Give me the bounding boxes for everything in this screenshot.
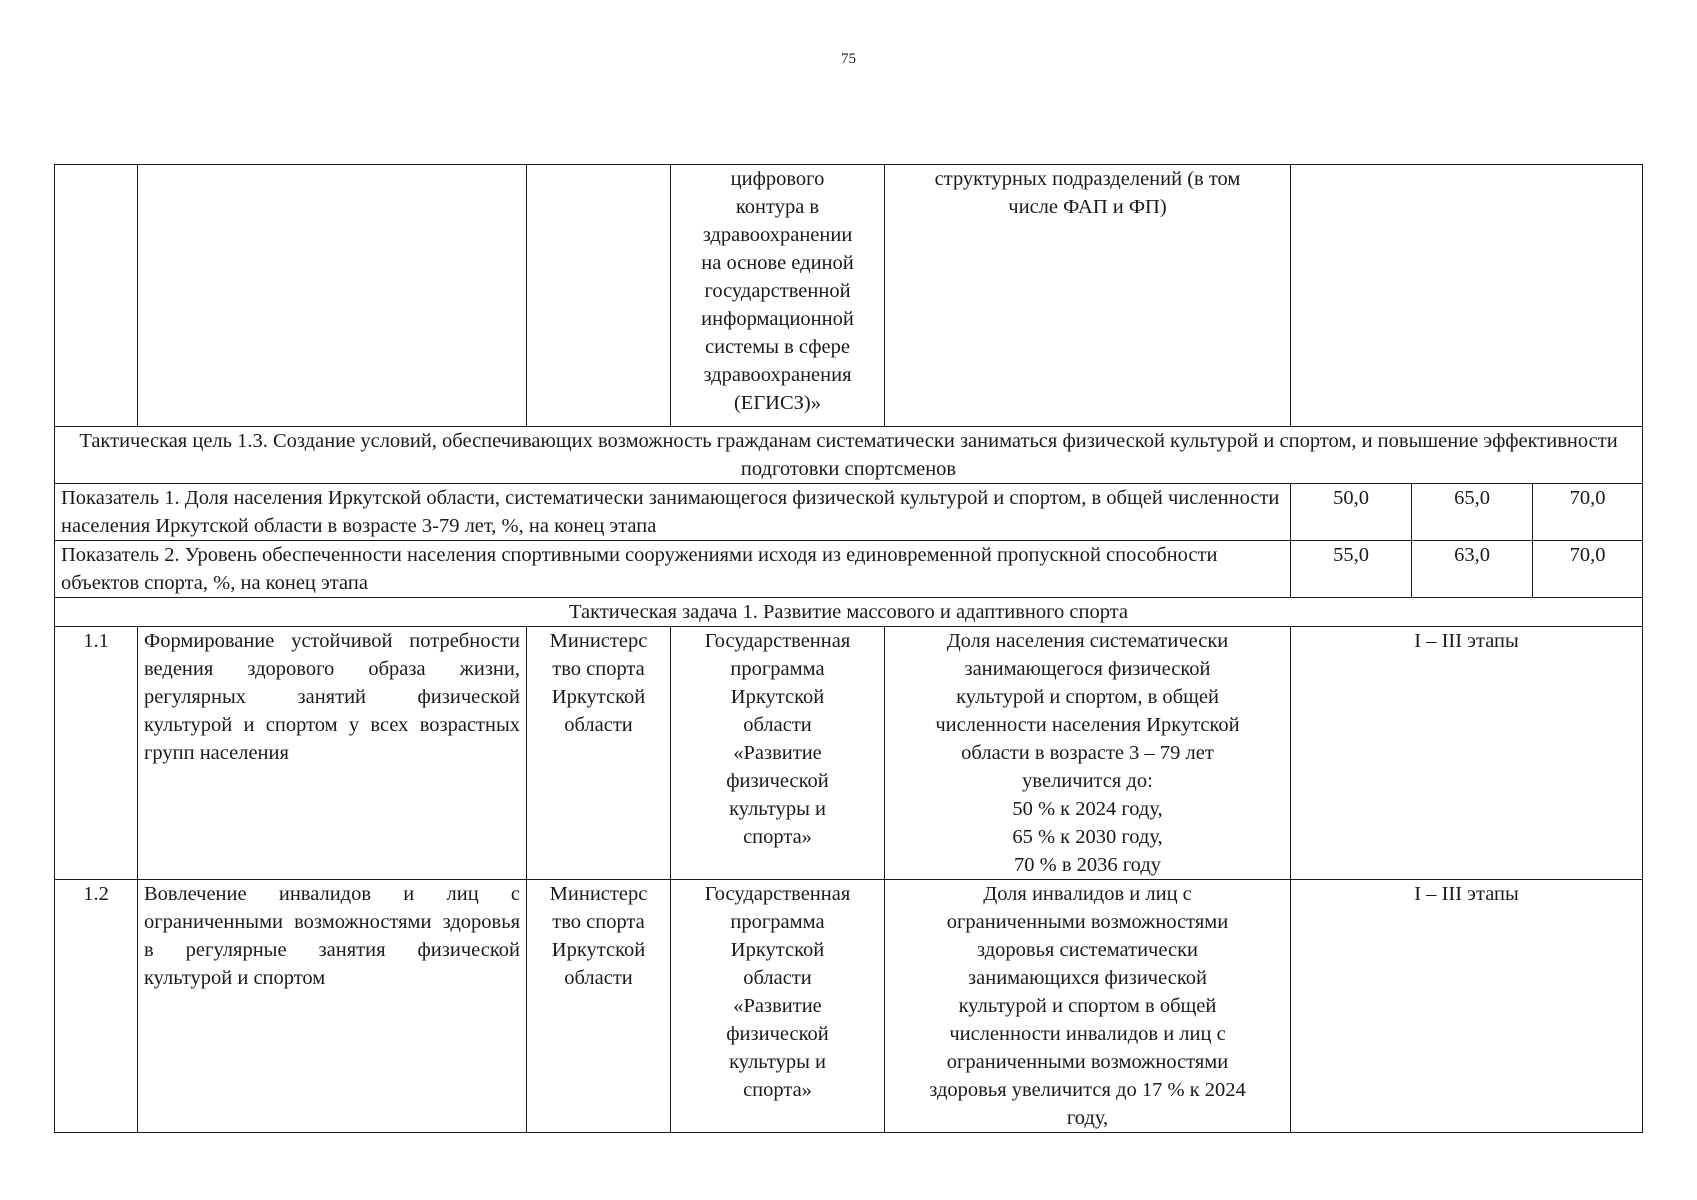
expected-result: Доля населения систематически занимающегося физической культурой и спортом, в общей численности населения Иркутской области в возрасте 3 – 79 лет увеличится до: 50 % к 2024 году, 65 % к 2030 году, 70 % в 2036 году [885,627,1291,880]
continued-row [55,165,1643,427]
cell-program: цифрового контура в здравоохранении на основе единой государственной информационной системы в сфере здравоохранения (ЕГИСЗ)» [671,165,885,427]
tactical-goal-row [55,427,1643,484]
tactical-task: Тактическая задача 1. Развитие массового и адаптивного спорта [55,598,1643,627]
indicator-row [55,484,1643,541]
indicator-value: 65,0 [1412,484,1533,541]
cell-measure-empty [138,165,527,427]
tactical-task-row [55,598,1643,627]
indicator-value: 55,0 [1291,541,1412,598]
program: Государственная программа Иркутской области «Развитие физической культуры и спорта» [671,880,885,1133]
indicator-row [55,541,1643,598]
stages: I – III этапы [1291,880,1643,1133]
indicator-value: 70,0 [1533,484,1643,541]
indicator-value: 70,0 [1533,541,1643,598]
cell-num-empty [55,165,138,427]
program: Государственная программа Иркутской области «Развитие физической культуры и спорта» [671,627,885,880]
measure-row [55,627,1643,880]
tactical-goal: Тактическая цель 1.3. Создание условий, обеспечивающих возможность гражданам систематически заниматься физической культурой и спортом, и повышение эффективности подготовки спортсменов [55,427,1643,484]
measure-text: Вовлечение инвалидов и лиц с ограниченными возможностями здоровья в регулярные занятия физической культурой и спортом [138,880,527,1133]
indicator-text: Показатель 2. Уровень обеспеченности населения спортивными сооружениями исходя из единовременной пропускной способности объектов спорта, %, на конец этапа [55,541,1291,598]
measure-text: Формирование устойчивой потребности ведения здорового образа жизни, регулярных занятий физической культурой и спортом у всех возрастных групп населения [138,627,527,880]
page-number: 75 [841,51,856,67]
row-number: 1.1 [55,627,138,880]
measure-row [55,880,1643,1133]
indicator-value: 50,0 [1291,484,1412,541]
expected-result: Доля инвалидов и лиц с ограниченными возможностями здоровья систематически занимающихся физической культурой и спортом в общей численности инвалидов и лиц с ограниченными возможностями здоровья увеличится до 17 % к 2024 году, [885,880,1291,1133]
cell-result: структурных подразделений (в том числе ФАП и ФП) [885,165,1291,427]
plan-table [54,164,1643,1133]
executor: Министерс тво спорта Иркутской области [527,880,671,1133]
stages: I – III этапы [1291,627,1643,880]
row-number: 1.2 [55,880,138,1133]
cell-stages-empty [1291,165,1643,427]
indicator-value: 63,0 [1412,541,1533,598]
executor: Министерс тво спорта Иркутской области [527,627,671,880]
indicator-text: Показатель 1. Доля населения Иркутской области, систематически занимающегося физической культурой и спортом, в общей численности населения Иркутской области в возрасте 3-79 лет, %, на конец этапа [55,484,1291,541]
cell-executor-empty [527,165,671,427]
